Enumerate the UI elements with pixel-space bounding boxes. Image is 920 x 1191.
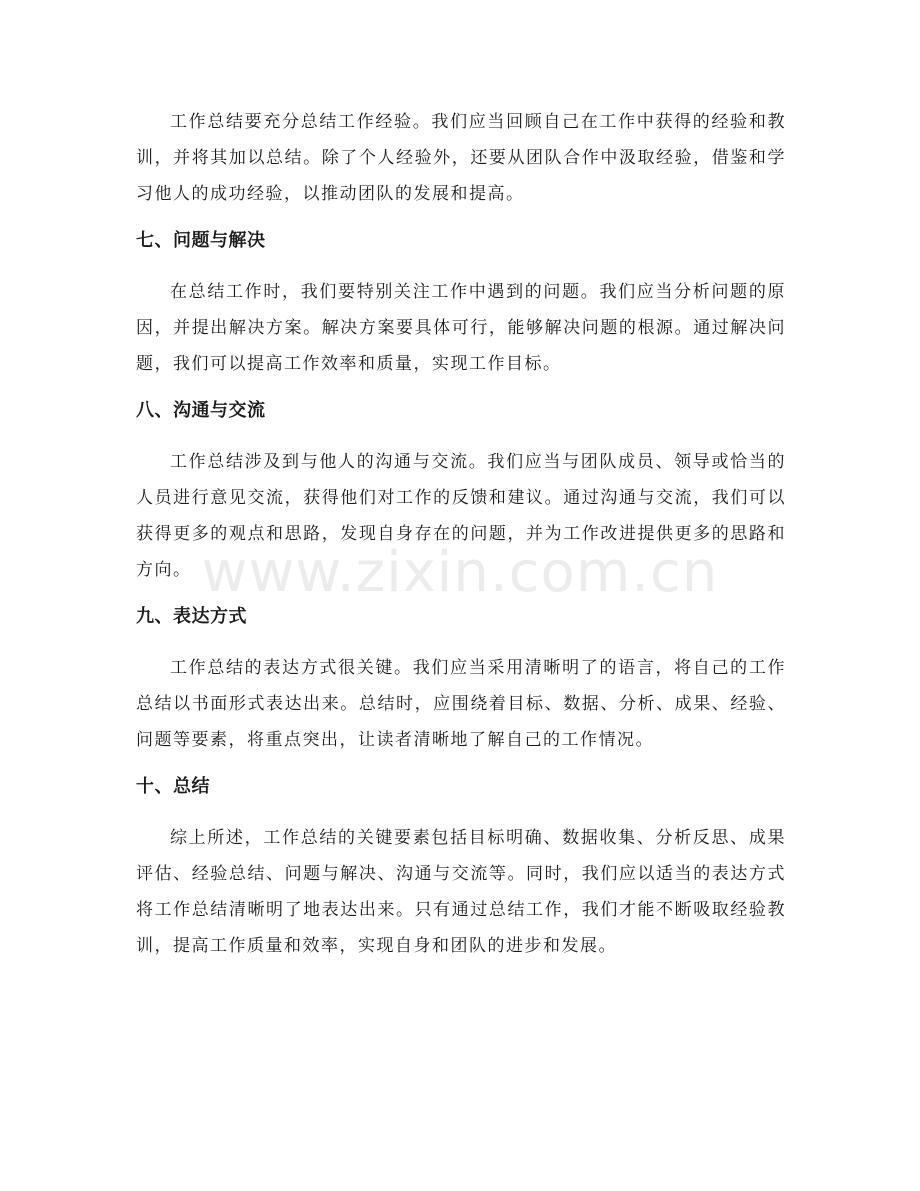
- section-conclusion: [136, 772, 786, 964]
- watermark-text: www.zixin.com.cn: [201, 540, 719, 605]
- section-heading: 七、问题与解决: [136, 230, 266, 251]
- section-expression: [136, 602, 786, 758]
- intro-paragraph: 工作总结要充分总结工作经验。我们应当回顾自己在工作中获得的经验和教训，并将其加以总结。除了个人经验外，还要从团队合作中汲取经验，借鉴和学习他人的成功经验，以推动团队的发展和提高。: [136, 112, 786, 204]
- section-paragraph: 综上所述，工作总结的关键要素包括目标明确、数据收集、分析反思、成果评估、经验总结、问题与解决、沟通与交流等。同时，我们应以适当的表达方式将工作总结清晰明了地表达出来。只有通过总结工作，我们才能不断吸取经验教训，提高工作质量和效率，实现自身和团队的进步和发展。: [136, 828, 786, 956]
- section-problem-solving: [136, 226, 786, 382]
- section-paragraph: 工作总结涉及到与他人的沟通与交流。我们应当与团队成员、领导或恰当的人员进行意见交流，获得他们对工作的反馈和建议。通过沟通与交流，我们可以获得更多的观点和思路，发现自身存在的问题，并为工作改进提供更多的思路和方向。: [136, 452, 786, 580]
- section-heading: 九、表达方式: [136, 606, 247, 627]
- section-heading: 十、总结: [136, 776, 210, 797]
- section-paragraph: 在总结工作时，我们要特别关注工作中遇到的问题。我们应当分析问题的原因，并提出解决方案。解决方案要具体可行，能够解决问题的根源。通过解决问题，我们可以提高工作效率和质量，实现工作目标。: [136, 282, 786, 374]
- section-communication: [136, 396, 786, 588]
- section-paragraph: 工作总结的表达方式很关键。我们应当采用清晰明了的语言，将自己的工作总结以书面形式表达出来。总结时，应围绕着目标、数据、分析、成果、经验、问题等要素，将重点突出，让读者清晰地了解自己的工作情况。: [136, 658, 786, 750]
- document-body: [136, 104, 786, 978]
- section-heading: 八、沟通与交流: [136, 400, 266, 421]
